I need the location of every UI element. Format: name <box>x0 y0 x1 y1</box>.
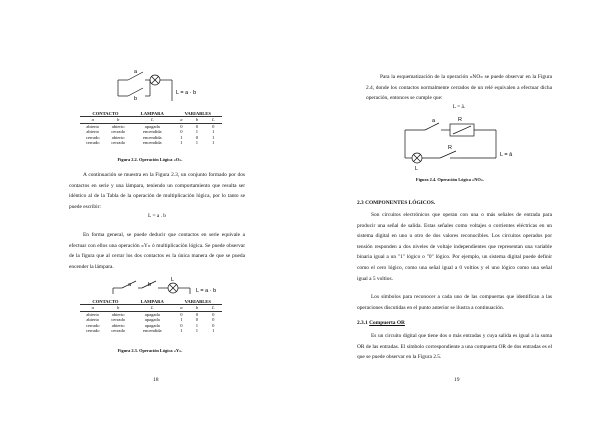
table-cell: cerrado <box>111 129 126 135</box>
table-cell: 0 <box>180 322 183 328</box>
left-paragraph-1: A continuación se muestra en la Figura 2.3, un conjunto formado por dos contactos en serie y una lámpara, teniendo un comportamiento que resulta ser idéntico al de la Tabla de la operación de multiplicación lógica, por lo tanto se puede escribir: <box>69 172 245 210</box>
table-cell: 1 <box>180 317 183 323</box>
left-equation-1: L = a . b <box>148 213 166 219</box>
fig23-sub-L2: L <box>205 305 222 311</box>
table-cell: abierto <box>111 311 125 317</box>
fig22-label-a: a <box>134 69 138 75</box>
fig23-header-variables: VARIABLES <box>174 299 222 305</box>
fig24-equation: L = ā <box>500 152 513 158</box>
section-heading-2-3-1 <box>357 320 405 326</box>
table-cell: abierto <box>86 129 100 135</box>
table-cell: 1 <box>195 129 198 135</box>
fig24-caption: Figura 2.4. Operación Lógica «NO». <box>415 177 485 182</box>
fig24-label-R-top: R <box>458 117 462 123</box>
table-cell: cerrado <box>85 140 100 146</box>
fig24-label-a: a <box>432 118 436 124</box>
right-paragraph-2: Son circuitos electrónicos que operan con una o más señales de entrada para producir una señal de salida. Estas señales como voltajes o corrientes eléctricas en un sistema digital en uno u otro de dos valores reconocibles. Los circuitos operados por tensión responden a dos niveles de voltaje independientes que representan una variable binaria igual a un "1" lógico o "0" lógico. Por ejemplo, un sistema digital puede definir como el cero lógico, como una señal igual a 0 voltios y el uno lógico como una señal igual a 5 voltios. <box>357 212 552 282</box>
table-cell: 1 <box>212 134 215 140</box>
table-cell: 1 <box>212 328 215 334</box>
table-cell: 1 <box>180 328 183 334</box>
table-cell: 0 <box>195 134 198 140</box>
table-cell: 0 <box>212 123 215 129</box>
page-number-right: 19 <box>454 377 460 383</box>
heading-231-title: Compuerta OR <box>369 320 405 326</box>
fig22-header-lampara: LAMPARA <box>131 111 174 117</box>
fig22-caption: Figura 2.2. Operación Lógica «O». <box>117 157 183 162</box>
table-cell: cerrado <box>111 317 126 323</box>
fig22-label-b: b <box>134 96 138 102</box>
table-cell: encendida <box>142 129 162 135</box>
table-cell: 1 <box>212 129 215 135</box>
right-paragraph-3: Los símbolos para reconocer a cada uno de las compuertas que identifican a las operaciones discutidas en el punto anterior se ilustra a continuación. <box>357 294 552 311</box>
table-cell: 1 <box>195 140 198 146</box>
fig24-label-R-bottom: R <box>448 145 452 151</box>
fig23-sub-b2: b <box>189 305 205 311</box>
fig22-header-variables: VARIABLES <box>174 111 222 117</box>
fig23-equation: L = a · b <box>196 288 217 294</box>
table-cell: 0 <box>195 317 198 323</box>
table-cell: abierto <box>111 322 125 328</box>
fig23-label-a: a <box>128 282 132 288</box>
table-cell: encendida <box>142 134 162 140</box>
table-cell: abierto <box>86 317 100 323</box>
table-cell: 1 <box>195 322 198 328</box>
table-cell: 0 <box>180 129 183 135</box>
table-cell: apagada <box>144 322 160 328</box>
table-cell: encendida <box>142 328 162 334</box>
fig23-sub-b: b <box>105 305 130 311</box>
fig23-label-b: b <box>148 282 152 288</box>
table-cell: 1 <box>212 140 215 146</box>
table-cell: abierto <box>86 123 100 129</box>
page-number-left: 18 <box>153 377 159 383</box>
table-cell: abierto <box>111 123 125 129</box>
fig22-sub-L: L <box>131 117 174 123</box>
table-cell: 1 <box>195 328 198 334</box>
table-cell: 0 <box>212 322 215 328</box>
table-cell: 1 <box>180 134 183 140</box>
fig23-header-contacto: CONTACTO <box>80 299 131 305</box>
table-cell: cerrado <box>85 322 100 328</box>
table-cell: 0 <box>180 123 183 129</box>
fig23-label-L: L <box>171 277 175 283</box>
fig23-truth-table <box>80 299 222 333</box>
table-cell: 0 <box>195 123 198 129</box>
figure-2-3-circuit <box>0 0 300 310</box>
fig22-sub-a: a <box>80 117 105 123</box>
table-cell: encendida <box>142 140 162 146</box>
table-cell: apagada <box>144 317 160 323</box>
heading-231-prefix: 2.3.1 <box>357 320 370 326</box>
figure-2-4-circuit <box>300 0 600 200</box>
table-cell: 0 <box>195 311 198 317</box>
section-heading-2-3: 2.3 COMPONENTES LÓGICOS. <box>357 200 436 206</box>
table-row <box>80 328 222 333</box>
table-cell: apagada <box>144 123 160 129</box>
table-cell: apagada <box>144 311 160 317</box>
fig23-sub-L: L <box>131 305 174 311</box>
fig22-sub-b2: b <box>189 117 205 123</box>
fig22-sub-L2: L <box>205 117 222 123</box>
table-cell: abierto <box>86 311 100 317</box>
table-cell: 0 <box>212 317 215 323</box>
fig23-caption: Figura 2.3. Operación Lógica «Y». <box>117 348 183 353</box>
fig22-sub-a2: a <box>174 117 190 123</box>
table-cell: cerrado <box>111 328 126 334</box>
table-cell: abierto <box>111 134 125 140</box>
fig24-label-L: L <box>415 166 419 172</box>
right-paragraph-4: Es un circuito digital que tiene dos o más entradas y cuya salida es igual a la suma OR de las entradas. El símbolo correspondiente a una compuerta OR de dos entradas es el que se puede observar en la Figura 2.5. <box>357 333 552 361</box>
fig23-sub-a2: a <box>174 305 190 311</box>
table-cell: cerrado <box>85 328 100 334</box>
fig22-equation: L = a · b <box>176 90 197 96</box>
table-cell: 0 <box>180 311 183 317</box>
fig23-sub-a: a <box>80 305 105 311</box>
right-equation: L = ā. <box>452 104 466 110</box>
table-cell: 0 <box>212 311 215 317</box>
table-cell: 1 <box>180 140 183 146</box>
right-paragraph-1: Para la esquematización de la operación «NO» se puede observar en la Figura 2.4, donde los contactos normalmente cerrados de un relé equivalen a efectuar dicha operación, entonces se cumple que: <box>366 74 552 102</box>
right-page <box>300 0 600 424</box>
fig23-header-lampara: LAMPARA <box>131 299 174 305</box>
table-cell: cerrado <box>111 140 126 146</box>
fig22-header-contacto: CONTACTO <box>80 111 131 117</box>
left-paragraph-2: En forma general, se puede deducir que contactos en serie equivale a efectuar con ellos una operación «Y» ó multiplicación lógica. Se puede observar de la figura que al cerrar los dos contactos es la única manera de que se pueda encender la lámpara. <box>69 232 245 270</box>
table-cell: cerrado <box>85 134 100 140</box>
fig22-sub-b: b <box>105 117 130 123</box>
